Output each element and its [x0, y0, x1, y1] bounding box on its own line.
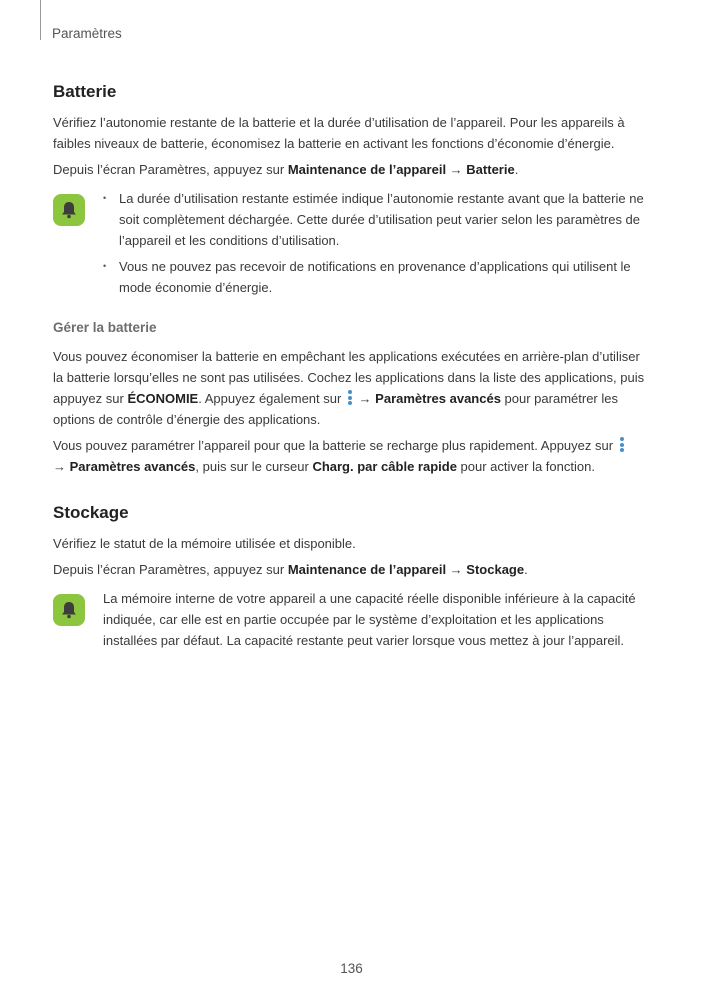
more-options-icon: [347, 390, 353, 405]
header-divider: [40, 0, 41, 40]
battery-path: Depuis l’écran Paramètres, appuyez sur Maintenance de l’appareil → Batterie.: [53, 162, 519, 177]
page-header-title: Paramètres: [52, 26, 122, 41]
battery-intro: Vérifiez l’autonomie restante de la batterie et la durée d’utilisation de l’appareil. Pour les appareils à faibles niveaux de batterie, économisez la batterie en activant les fonctions d’économie d’énergie.: [53, 115, 625, 151]
storage-note-text: La mémoire interne de votre appareil a une capacité réelle disponible inférieure à la capacité indiquée, car elle est en partie occupée par le système d’exploitation et les applications installées par défaut. La capacité restante peut varier lorsque vous mettez à jour l’appareil.: [103, 591, 636, 648]
fast-cable-charging-label: Charg. par câble rapide: [312, 459, 457, 474]
device-maintenance-label: Maintenance de l’appareil: [287, 562, 447, 577]
battery-note: [53, 188, 651, 298]
storage-intro: Vérifiez le statut de la mémoire utilisée et disponible.: [53, 536, 356, 551]
battery-note-list: [103, 188, 651, 298]
storage-path: Depuis l’écran Paramètres, appuyez sur Maintenance de l’appareil → Stockage.: [53, 562, 528, 577]
battery-label: Batterie: [466, 162, 515, 177]
more-options-icon: [619, 437, 625, 452]
storage-note: [53, 588, 651, 651]
advanced-settings-label: Paramètres avancés: [69, 459, 196, 474]
storage-label: Stockage: [466, 562, 525, 577]
device-maintenance-label: Maintenance de l’appareil: [287, 162, 447, 177]
battery-heading: Batterie: [53, 82, 117, 101]
list-item: • La durée d’utilisation restante estimée indique l’autonomie restante avant que la batterie ne soit complètement déchargée. Cette durée d’utilisation peut varier selon les paramètres de l’appareil et les conditions d’utilisation.: [103, 188, 651, 251]
bell-icon: [53, 594, 85, 626]
manage-battery-paragraph-1: Vous pouvez économiser la batterie en empêchant les applications exécutées en arrière-plan d’utiliser la batterie lorsqu’elles ne sont pas utilisées. Cochez les applications dans la liste des applications, puis appuyez sur ÉCONOMIE. Appuyez également sur → Paramètres avancés pour paramétrer les options de contrôle d’énergie des applications.: [53, 349, 645, 427]
bell-icon: [53, 194, 85, 226]
economy-label: ÉCONOMIE: [127, 391, 199, 406]
page-content: [53, 82, 651, 661]
page-number: 136: [340, 961, 363, 976]
manage-battery-paragraph-2: Vous pouvez paramétrer l’appareil pour que la batterie se recharge plus rapidement. Appuyez sur → Paramètres avancés, puis sur le curseur Charg. par câble rapide pour activer la fonction.: [53, 435, 651, 477]
list-item: • Vous ne pouvez pas recevoir de notifications en provenance d’applications qui utilisent le mode économie d’énergie.: [103, 256, 651, 298]
storage-heading: Stockage: [53, 503, 129, 522]
advanced-settings-label: Paramètres avancés: [375, 391, 501, 406]
manage-battery-heading: Gérer la batterie: [53, 320, 157, 335]
